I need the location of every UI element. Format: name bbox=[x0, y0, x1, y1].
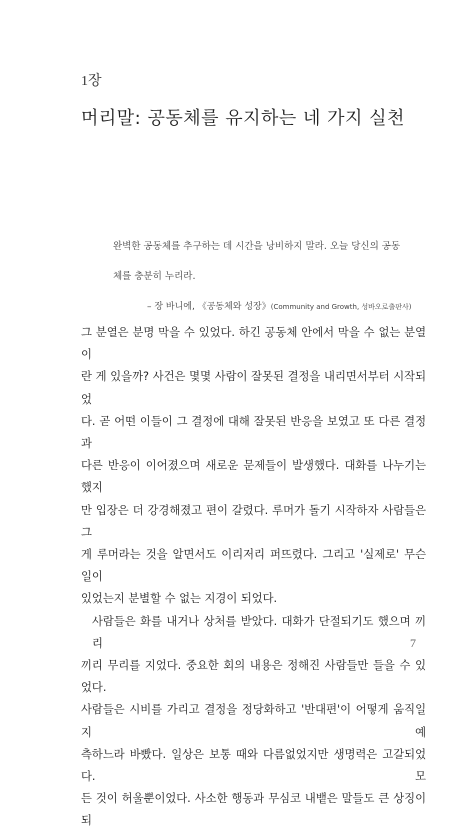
body-text bbox=[81, 322, 426, 833]
body-line: 다. 곧 어떤 이들이 그 결정에 대해 잘못된 반응을 보였고 또 다른 결정과 bbox=[81, 414, 426, 451]
epigraph-source-note: (Community and Growth, 성바오로출판사) bbox=[270, 303, 412, 311]
chapter-title: 머리말: 공동체를 유지하는 네 가지 실천 bbox=[81, 108, 405, 129]
epigraph-source-author: – 장 바니에, 《공동체와 성장》 bbox=[147, 302, 271, 312]
epigraph-line: 완벽한 공동체를 추구하는 데 시간을 낭비하지 말라. 오늘 당신의 공동 bbox=[113, 241, 401, 252]
body-line: 끼리 무리를 지었다. 중요한 회의 내용은 정해진 사람들만 들을 수 있었다. bbox=[81, 659, 426, 695]
body-line: 게 루머라는 것을 알면서도 이리저리 퍼뜨렸다. 그리고 '실제로' 무슨 일이 bbox=[81, 548, 426, 584]
epigraph-line: 체를 충분히 누리라. bbox=[113, 271, 196, 282]
body-line: 사람들은 화를 내거나 상처를 받았다. 대화가 단절되기도 했으며 끼리 bbox=[92, 614, 426, 650]
body-line: 측하느라 바빴다. 일상은 보통 때와 다름없었지만 생명력은 고갈되었다. 모 bbox=[81, 747, 426, 784]
body-line: 사람들은 시비를 가리고 결정을 정당화하고 '반대편'이 어떻게 움직일지 예 bbox=[81, 703, 426, 739]
body-line: 다른 반응이 이어졌으며 새로운 문제들이 발생했다. 대화를 나누기는 했지 bbox=[81, 459, 426, 495]
chapter-number: 1장 bbox=[81, 74, 102, 89]
body-line: 있었는지 분별할 수 없는 지경이 되었다. bbox=[81, 592, 278, 606]
epigraph bbox=[113, 232, 413, 322]
body-line: 만 입장은 더 강경해졌고 편이 갈렸다. 루머가 돌기 시작하자 사람들은 그 bbox=[81, 503, 426, 539]
body-line: 란 게 있을까? 사건은 몇몇 사람이 잘못된 결정을 내리면서부터 시작되었 bbox=[81, 370, 426, 406]
page-number: 7 bbox=[410, 636, 416, 650]
epigraph-source bbox=[147, 292, 413, 322]
body-line: 그 분열은 분명 막을 수 있었다. 하긴 공동체 안에서 막을 수 없는 분열이 bbox=[81, 326, 426, 362]
body-line: 든 것이 허울뿐이었다. 사소한 행동과 무심코 내뱉은 말들도 큰 상징이 되 bbox=[81, 792, 426, 828]
